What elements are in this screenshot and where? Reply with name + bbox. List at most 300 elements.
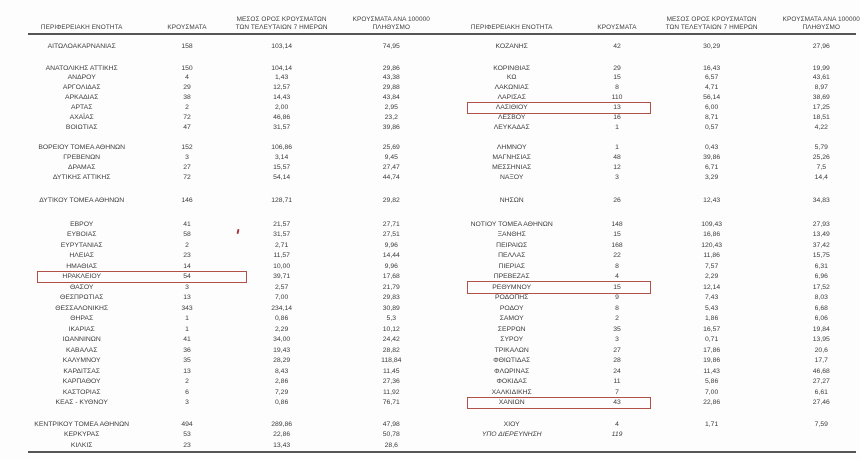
cell-cases: 2 (185, 241, 189, 249)
cell-avg7: 106,86 (271, 144, 293, 152)
cell-cases: 110 (611, 94, 623, 102)
cell-avg7: 10,00 (273, 262, 291, 270)
table-row (0, 429, 430, 440)
cell-cases: 4 (185, 74, 189, 82)
cell-name: ΑΙΤΩΛΟΑΚΑΡΝΑΝΙΑΣ (47, 43, 116, 51)
cell-name: ΣΥΡΟΥ (500, 336, 524, 344)
cell-per100k: 13,95 (812, 336, 830, 344)
cell-per100k: 9,96 (384, 241, 398, 249)
table-row (430, 240, 860, 251)
cell-avg7: 8,71 (705, 113, 719, 121)
cell-name: ΚΙΛΚΙΣ (70, 442, 93, 450)
table-row (430, 293, 860, 304)
cell-name: ΡΕΘΥΜΝΟΥ (492, 283, 532, 291)
cell-name: ΑΝΑΤΟΛΙΚΗΣ ΑΤΤΙΚΗΣ (45, 64, 118, 72)
cell-avg7: 7,43 (705, 294, 719, 302)
table-row (0, 240, 430, 251)
cell-avg7: 31,57 (273, 123, 291, 131)
cell-name: ΝΟΤΙΟΥ ΤΟΜΕΑ ΑΘΗΝΩΝ (470, 220, 553, 228)
cell-per100k: 24,42 (382, 336, 400, 344)
cell-cases: 119 (611, 431, 623, 439)
cell-per100k: 118,84 (381, 357, 402, 365)
cell-cases: 6 (185, 388, 189, 396)
cell-name: ΚΑΡΔΙΤΣΑΣ (63, 367, 100, 375)
table-row (0, 113, 430, 123)
cell-cases: 494 (181, 420, 193, 428)
cell-per100k: 14,4 (814, 173, 828, 181)
table-row (430, 251, 860, 262)
cell-cases: 27 (613, 346, 621, 354)
cell-name: ΛΕΣΒΟΥ (497, 113, 526, 121)
table-row (430, 366, 860, 377)
cell-name: ΜΑΓΝΗΣΙΑΣ (492, 154, 531, 162)
cell-cases: 35 (613, 325, 621, 333)
cell-cases: 3 (185, 283, 189, 291)
cell-name: ΞΑΝΘΗΣ (497, 231, 526, 239)
table-row (430, 196, 860, 206)
cell-name: ΒΟΡΕΙΟΥ ΤΟΜΕΑ ΑΘΗΝΩΝ (38, 144, 126, 152)
cell-avg7: 21,57 (273, 220, 291, 228)
cell-cases: 150 (181, 64, 193, 72)
cell-avg7: 16,86 (703, 231, 721, 239)
right-table-header (430, 0, 860, 33)
cell-cases: 22 (613, 252, 621, 260)
cell-cases: 28 (613, 357, 621, 365)
table-row (430, 429, 860, 440)
table-row (430, 93, 860, 103)
cell-avg7: 7,00 (275, 294, 289, 302)
cell-cases: 3 (615, 336, 619, 344)
column-header-per100k (783, 16, 860, 33)
cell-name: ΗΜΑΘΙΑΣ (66, 262, 98, 270)
cell-name: ΚΕΑΣ - ΚΥΘΝΟΥ (55, 399, 108, 407)
cell-per100k: 29,86 (382, 64, 400, 72)
cell-avg7: 2,71 (275, 241, 289, 249)
table-row (0, 251, 430, 262)
cell-per100k: 19,99 (812, 64, 830, 72)
cell-cases: 43 (613, 399, 621, 407)
cell-per100k: 17,68 (382, 273, 400, 281)
table-row (0, 398, 430, 409)
left-table-rows (0, 33, 430, 451)
column-header-region: ΠΕΡΙΦΕΡΕΙΑΚΗ ΕΝΟΤΗΤΑ (470, 24, 553, 32)
table-row (430, 419, 860, 430)
cell-per100k: 17,7 (814, 357, 828, 365)
cell-cases: 53 (183, 431, 191, 439)
cell-name: ΑΝΔΡΟΥ (67, 74, 96, 82)
cell-avg7: 12,14 (703, 283, 721, 291)
cell-name: ΦΛΩΡΙΝΑΣ (494, 367, 530, 375)
column-header-avg7-line1: ΜΕΣΟΣ ΟΡΟΣ ΚΡΟΥΣΜΑΤΩΝ (666, 15, 757, 23)
cell-cases: 58 (183, 231, 191, 239)
cell-name: ΠΡΕΒΕΖΑΣ (493, 273, 530, 281)
cell-avg7: 34,00 (273, 336, 291, 344)
table-row (0, 73, 430, 83)
table-row (430, 314, 860, 325)
cell-name: ΘΑΣΟΥ (69, 283, 94, 291)
cell-per100k: 6,68 (814, 304, 828, 312)
cell-name: ΚΟΖΑΝΗΣ (495, 43, 528, 51)
table-row (430, 356, 860, 367)
table-row (0, 440, 430, 451)
cell-cases: 2 (615, 315, 619, 323)
cell-name: ΚΑΒΑΛΑΣ (65, 346, 98, 354)
cell-per100k: 6,31 (814, 262, 828, 270)
cell-name: ΗΛΕΙΑΣ (69, 252, 94, 260)
cell-per100k: 19,84 (812, 325, 830, 333)
cell-cases: 23 (183, 252, 191, 260)
column-header-avg7-line2: ΤΩΝ ΤΕΛΕΥΤΑΙΩΝ 7 ΗΜΕΡΩΝ (665, 24, 758, 32)
cell-name: ΑΡΚΑΔΙΑΣ (65, 94, 99, 102)
cell-avg7: 22,86 (273, 431, 291, 439)
cell-avg7: 0,86 (275, 315, 289, 323)
cell-cases: 47 (183, 123, 191, 131)
table-row (430, 219, 860, 230)
cell-cases: 8 (615, 304, 619, 312)
row-group (430, 143, 860, 183)
cell-name: ΙΚΑΡΙΑΣ (68, 325, 95, 333)
cell-per100k: 46,68 (812, 367, 830, 375)
cell-avg7: 1,43 (275, 74, 289, 82)
table-row (0, 122, 430, 132)
cell-cases: 158 (181, 43, 193, 51)
cell-per100k: 25,69 (382, 144, 400, 152)
row-group (430, 419, 860, 441)
table-row (0, 103, 430, 113)
table-row (430, 83, 860, 93)
table-row-highlighted (430, 398, 860, 409)
table-row (430, 345, 860, 356)
table-row (430, 63, 860, 73)
cell-cases: 14 (183, 262, 191, 270)
cell-per100k: 43,84 (382, 94, 400, 102)
cell-per100k: 27,47 (382, 163, 400, 171)
table-row (0, 219, 430, 230)
table-row (0, 419, 430, 430)
cell-avg7: 3,29 (705, 173, 719, 181)
table-row (430, 261, 860, 272)
column-header-cases: ΚΡΟΥΣΜΑΤΑ (597, 24, 637, 32)
table-row (430, 303, 860, 314)
table-row (0, 261, 430, 272)
cell-avg7: 19,43 (273, 346, 291, 354)
cell-per100k: 10,12 (382, 325, 400, 333)
cell-name: ΦΘΙΩΤΙΔΑΣ (493, 357, 531, 365)
table-row (430, 73, 860, 83)
row-group (430, 42, 860, 52)
table-row (0, 303, 430, 314)
cell-avg7: 0,43 (705, 144, 719, 152)
cell-cases: 41 (183, 336, 191, 344)
cell-cases: 2 (185, 104, 189, 112)
cell-name: ΛΑΡΙΣΑΣ (497, 94, 526, 102)
cell-cases: 72 (183, 173, 191, 181)
table-row-highlighted (430, 282, 860, 293)
cell-name: ΡΟΔΟΠΗΣ (495, 294, 529, 302)
cell-per100k: 28,6 (384, 442, 398, 450)
cell-per100k: 34,83 (812, 197, 830, 205)
cell-avg7: 2,86 (275, 378, 289, 386)
cell-per100k: 76,71 (382, 399, 400, 407)
cell-cases: 146 (181, 197, 193, 205)
cell-cases: 24 (613, 367, 621, 375)
cell-cases: 7 (615, 388, 619, 396)
cell-avg7: 8,43 (275, 367, 289, 375)
column-header-per100k (353, 16, 430, 33)
cell-avg7: 6,71 (705, 163, 719, 171)
cell-name: ΔΡΑΜΑΣ (67, 163, 96, 171)
cell-per100k: 27,93 (812, 220, 830, 228)
cell-name: ΚΑΛΥΜΝΟΥ (62, 357, 101, 365)
table-row (430, 230, 860, 241)
cell-cases: 4 (615, 273, 619, 281)
table-row (430, 377, 860, 388)
table-row (0, 196, 430, 206)
left-table-header (0, 0, 430, 33)
cell-avg7: 16,43 (703, 64, 721, 72)
cell-avg7: 109,43 (701, 220, 723, 228)
cell-name: ΓΡΕΒΕΝΩΝ (63, 154, 101, 162)
cell-per100k: 5,79 (814, 144, 828, 152)
cell-avg7: 3,14 (275, 154, 289, 162)
cell-name: ΧΙΟΥ (503, 420, 520, 428)
cell-per100k: 44,74 (382, 173, 400, 181)
left-table (0, 0, 430, 451)
cell-name: ΥΠΟ ΔΙΕΡΕΥΝΗΣΗ (481, 431, 542, 439)
table-row (0, 366, 430, 377)
cell-name: ΚΟΡΙΝΘΙΑΣ (493, 64, 531, 72)
cell-per100k: 27,71 (382, 220, 400, 228)
cell-cases: 13 (183, 367, 191, 375)
cell-avg7: 1,86 (705, 315, 719, 323)
cell-name: ΦΟΚΙΔΑΣ (496, 378, 527, 386)
cell-avg7: 39,86 (703, 154, 721, 162)
cell-cases: 36 (183, 346, 191, 354)
cell-avg7: 4,71 (705, 84, 719, 92)
table-row (0, 335, 430, 346)
header-divider-line (28, 33, 856, 35)
row-group (0, 143, 430, 183)
table-row (430, 335, 860, 346)
cell-avg7: 2,57 (275, 283, 289, 291)
cell-cases: 8 (615, 262, 619, 270)
cell-avg7: 46,86 (273, 113, 291, 121)
cell-cases: 168 (611, 241, 623, 249)
table-row (430, 122, 860, 132)
cell-name: ΣΑΜΟΥ (499, 315, 524, 323)
table-row (0, 143, 430, 153)
cell-per100k: 17,25 (812, 104, 830, 112)
row-group (0, 42, 430, 52)
cell-name: ΚΩ (506, 74, 517, 82)
cell-per100k: 7,5 (816, 163, 826, 171)
cell-per100k: 13,49 (812, 231, 830, 239)
cell-avg7: 28,29 (273, 357, 291, 365)
right-table (430, 0, 860, 451)
row-group (0, 63, 430, 132)
cell-avg7: 2,29 (275, 325, 289, 333)
cell-name: ΣΕΡΡΩΝ (497, 325, 526, 333)
cell-per100k: 6,96 (814, 273, 828, 281)
table-row (0, 172, 430, 182)
cell-name: ΜΕΣΣΗΝΙΑΣ (492, 163, 532, 171)
cell-avg7: 31,57 (273, 231, 291, 239)
cell-avg7: 0,71 (705, 336, 719, 344)
cell-cases: 3 (615, 173, 619, 181)
cell-per100k: 27,46 (812, 399, 830, 407)
cell-name: ΘΕΣΣΑΛΟΝΙΚΗΣ (55, 304, 109, 312)
cell-avg7: 16,57 (703, 325, 721, 333)
cell-name: ΝΑΞΟΥ (499, 173, 524, 181)
cell-per100k: 6,06 (814, 315, 828, 323)
cell-name: ΚΕΡΚΥΡΑΣ (63, 431, 100, 439)
cell-cases: 1 (185, 315, 189, 323)
cell-cases: 3 (185, 399, 189, 407)
cell-avg7: 15,57 (273, 163, 291, 171)
cell-name: ΔΥΤΙΚΟΥ ΤΟΜΕΑ ΑΘΗΝΩΝ (39, 197, 125, 205)
cell-cases: 15 (613, 74, 621, 82)
cell-avg7: 1,71 (705, 420, 719, 428)
cell-per100k: 11,92 (383, 388, 400, 396)
table-row (0, 162, 430, 172)
column-header-per100k-line1: ΚΡΟΥΣΜΑΤΑ ΑΝΑ 100000 (352, 15, 430, 23)
cell-name: ΔΥΤΙΚΗΣ ΑΤΤΙΚΗΣ (52, 173, 111, 181)
cell-avg7: 12,57 (273, 84, 291, 92)
row-group (0, 419, 430, 451)
cell-name: ΛΕΥΚΑΔΑΣ (493, 123, 530, 131)
cell-per100k: 18,51 (812, 113, 830, 121)
cell-avg7: 120,43 (701, 241, 723, 249)
cell-per100k: 27,36 (382, 378, 400, 386)
cell-avg7: 289,86 (271, 420, 293, 428)
row-group (0, 219, 430, 408)
cell-per100k: 50,78 (382, 431, 400, 439)
cell-cases: 148 (611, 220, 623, 228)
cell-per100k: 39,86 (382, 123, 400, 131)
column-header-avg7-line2: ΤΩΝ ΤΕΛΕΥΤΑΙΩΝ 7 ΗΜΕΡΩΝ (235, 24, 328, 32)
right-table-rows (430, 33, 860, 440)
cell-avg7: 11,57 (273, 252, 290, 260)
table-row (0, 282, 430, 293)
cell-per100k: 20,6 (814, 346, 828, 354)
cell-cases: 12 (613, 163, 621, 171)
cell-name: ΧΑΛΚΙΔΙΚΗΣ (491, 388, 532, 396)
cell-avg7: 56,14 (703, 94, 721, 102)
cell-per100k: 17,52 (812, 283, 830, 291)
cell-cases: 54 (183, 273, 191, 281)
cell-cases: 343 (181, 304, 193, 312)
cell-avg7: 6,00 (705, 104, 719, 112)
cell-cases: 11 (613, 378, 621, 386)
cell-per100k: 29,83 (382, 294, 400, 302)
cell-name: ΤΡΙΚΑΛΩΝ (494, 346, 529, 354)
cell-cases: 13 (183, 294, 191, 302)
table-row (430, 113, 860, 123)
column-header-avg7-line1: ΜΕΣΟΣ ΟΡΟΣ ΚΡΟΥΣΜΑΤΩΝ (236, 15, 327, 23)
cell-per100k: 4,22 (814, 123, 828, 131)
cell-per100k: 43,38 (382, 74, 400, 82)
cell-cases: 4 (615, 420, 619, 428)
cell-per100k: 21,79 (382, 283, 400, 291)
cell-name: ΚΑΡΠΑΘΟΥ (62, 378, 101, 386)
cell-cases: 72 (183, 113, 191, 121)
cell-avg7: 0,57 (705, 123, 719, 131)
cell-avg7: 30,29 (703, 43, 721, 51)
cell-per100k: 14,44 (382, 252, 400, 260)
table-row (430, 272, 860, 283)
table-row (430, 162, 860, 172)
cell-cases: 41 (183, 220, 191, 228)
cell-avg7: 7,29 (275, 388, 289, 396)
table-row (0, 387, 430, 398)
cell-per100k: 74,95 (382, 43, 400, 51)
cell-per100k: 11,45 (383, 367, 400, 375)
table-row-highlighted (430, 103, 860, 113)
table-row (430, 172, 860, 182)
cell-name: ΧΑΝΙΩΝ (498, 399, 525, 407)
cell-cases: 1 (185, 325, 189, 333)
cell-cases: 8 (615, 84, 619, 92)
cell-per100k: 23,2 (384, 113, 398, 121)
cell-cases: 23 (183, 442, 191, 450)
cell-name: ΠΕΛΛΑΣ (498, 252, 526, 260)
column-header-region: ΠΕΡΙΦΕΡΕΙΑΚΗ ΕΝΟΤΗΤΑ (40, 24, 123, 32)
table-row (0, 324, 430, 335)
cell-per100k: 27,27 (812, 378, 830, 386)
cell-cases: 29 (183, 84, 191, 92)
row-group (430, 196, 860, 206)
cell-cases: 1 (615, 123, 619, 131)
table-row (0, 63, 430, 73)
column-header-per100k-line2: ΠΛΗΘΥΣΜΟ (802, 24, 841, 32)
bottom-divider-line (28, 451, 856, 453)
cell-per100k: 38,69 (812, 94, 830, 102)
table-row (430, 42, 860, 52)
cell-per100k: 25,26 (812, 154, 830, 162)
cell-per100k: 7,59 (814, 420, 828, 428)
table-row (0, 153, 430, 163)
cell-cases: 15 (613, 231, 621, 239)
table-row (430, 143, 860, 153)
cell-name: ΗΡΑΚΛΕΙΟΥ (62, 273, 101, 281)
cell-cases: 26 (613, 197, 621, 205)
cell-cases: 9 (615, 294, 619, 302)
cell-name: ΑΡΤΑΣ (70, 104, 93, 112)
cell-name: ΠΙΕΡΙΑΣ (498, 262, 525, 270)
cell-avg7: 104,14 (271, 64, 293, 72)
cell-cases: 15 (613, 283, 621, 291)
cell-per100k: 30,89 (382, 304, 400, 312)
cell-avg7: 5,86 (705, 378, 719, 386)
cell-cases: 2 (185, 378, 189, 386)
cell-per100k: 5,3 (386, 315, 396, 323)
table-row (430, 324, 860, 335)
column-header-per100k-line1: ΚΡΟΥΣΜΑΤΑ ΑΝΑ 100000 (782, 15, 860, 23)
table-row (0, 377, 430, 388)
cell-avg7: 17,86 (703, 346, 721, 354)
cell-avg7: 234,14 (271, 304, 293, 312)
cell-cases: 152 (181, 144, 193, 152)
cell-avg7: 5,43 (705, 304, 719, 312)
cell-per100k: 27,51 (382, 231, 400, 239)
table-row-highlighted (0, 272, 430, 283)
table-row (0, 83, 430, 93)
cell-avg7: 0,86 (275, 399, 289, 407)
cell-per100k: 6,61 (814, 388, 828, 396)
cell-cases: 29 (613, 64, 621, 72)
table-row (0, 42, 430, 52)
column-header-avg7 (211, 16, 353, 33)
